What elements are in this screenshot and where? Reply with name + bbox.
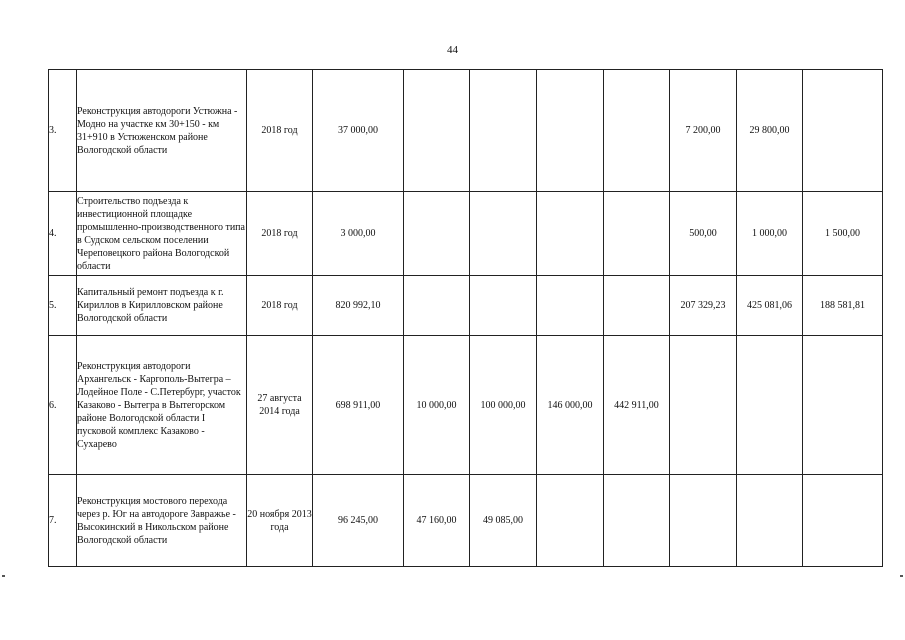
amount-cell [537,475,604,567]
amount-cell: 207 329,23 [670,276,737,336]
amount-cell: 425 081,06 [737,276,803,336]
row-number: 4. [49,192,77,276]
total-cost: 3 000,00 [313,192,404,276]
completion-date: 2018 год [247,70,313,192]
amount-cell [470,70,537,192]
amount-cell: 10 000,00 [404,336,470,475]
amount-cell: 47 160,00 [404,475,470,567]
completion-date: 27 августа 2014 года [247,336,313,475]
amount-cell [537,192,604,276]
amount-cell [404,276,470,336]
object-name: Капитальный ремонт подъезда к г. Кириллов в Кирилловском районе Вологодской области [77,276,247,336]
amount-cell [470,192,537,276]
amount-cell: 100 000,00 [470,336,537,475]
amount-cell [737,475,803,567]
amount-cell [670,475,737,567]
table-row [49,276,883,336]
completion-date: 2018 год [247,192,313,276]
amount-cell [604,70,670,192]
amount-cell: 1 000,00 [737,192,803,276]
total-cost: 37 000,00 [313,70,404,192]
amount-cell [670,336,737,475]
table-row [49,475,883,567]
amount-cell [470,276,537,336]
table-row [49,192,883,276]
amount-cell [604,475,670,567]
amount-cell [803,336,883,475]
row-number: 6. [49,336,77,475]
completion-date: 20 ноября 2013 года [247,475,313,567]
table-row [49,70,883,192]
object-name: Реконструкция автодороги Устюжна - Модно на участке км 30+150 - км 31+910 в Устюженском районе Вологодской области [77,70,247,192]
amount-cell: 500,00 [670,192,737,276]
amount-cell: 188 581,81 [803,276,883,336]
amount-cell: 1 500,00 [803,192,883,276]
row-number: 7. [49,475,77,567]
amount-cell [803,475,883,567]
total-cost: 820 992,10 [313,276,404,336]
completion-date: 2018 год [247,276,313,336]
amount-cell [404,192,470,276]
amount-cell: 7 200,00 [670,70,737,192]
scan-mark-right [900,575,903,577]
amount-cell [803,70,883,192]
amount-cell [604,192,670,276]
total-cost: 698 911,00 [313,336,404,475]
projects-table [48,69,883,567]
page-number: 44 [447,44,458,56]
amount-cell: 442 911,00 [604,336,670,475]
object-name: Строительство подъезда к инвестиционной площадке промышленно-производственного типа в Судском сельском поселении Череповецкого района Вологодской области [77,192,247,276]
total-cost: 96 245,00 [313,475,404,567]
object-name: Реконструкция мостового перехода через р. Юг на автодороге Завражье - Высокинский в Никольском районе Вологодской области [77,475,247,567]
amount-cell: 29 800,00 [737,70,803,192]
object-name: Реконструкция автодороги Архангельск - Каргополь-Вытегра – Лодейное Поле - С.Петербург, участок Казаково - Вытегра в Вытегорском районе Вологодской области I пусковой комплекс Казаково - Сухарево [77,336,247,475]
amount-cell: 49 085,00 [470,475,537,567]
scan-mark-left [2,575,5,577]
amount-cell: 146 000,00 [537,336,604,475]
amount-cell [537,276,604,336]
amount-cell [604,276,670,336]
table-row [49,336,883,475]
row-number: 5. [49,276,77,336]
row-number: 3. [49,70,77,192]
amount-cell [404,70,470,192]
amount-cell [537,70,604,192]
amount-cell [737,336,803,475]
